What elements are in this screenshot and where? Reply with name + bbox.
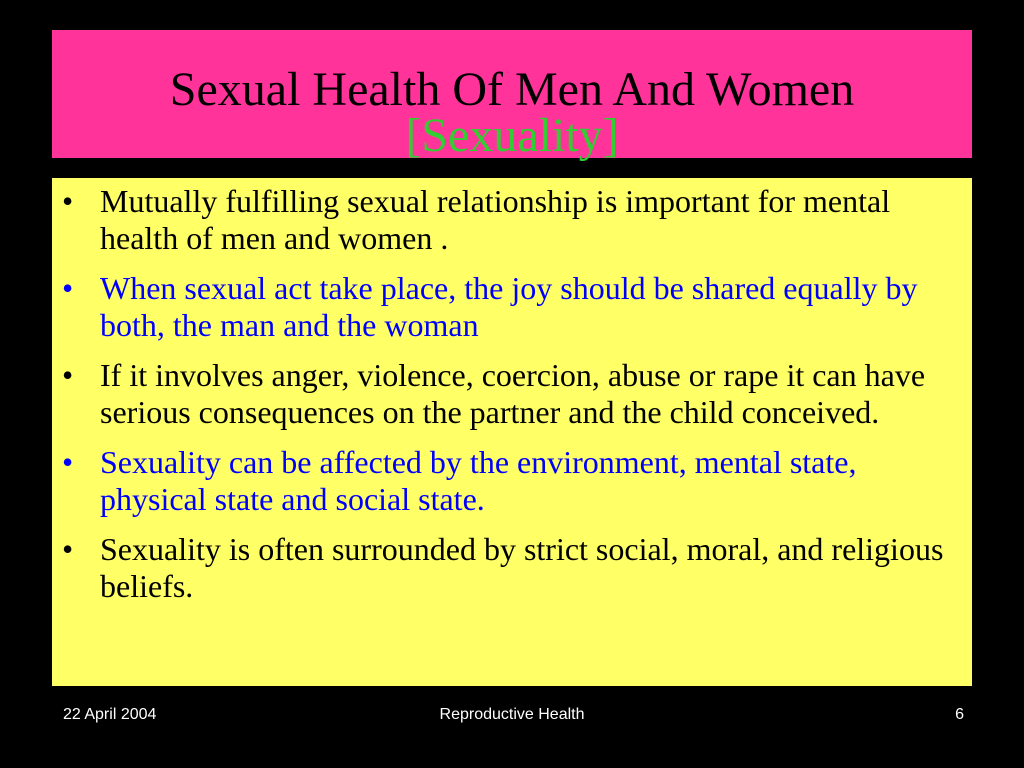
bullet-text: If it involves anger, violence, coercion, abuse or rape it can have serious consequences on the partner and the child conceived. [100, 357, 926, 430]
bullet-list [52, 183, 952, 618]
bullet-item-4 [52, 444, 952, 518]
bullet-dot: • [62, 183, 74, 219]
bullet-text: When sexual act take place, the joy should be shared equally by both, the man and the woman [100, 270, 918, 343]
footer-date: 22 April 2004 [63, 706, 157, 723]
bullet-item-3 [52, 357, 952, 431]
slide-number: 6 [955, 706, 964, 723]
slide-title: Sexual Health Of Men And Women [169, 63, 855, 116]
slide-subtitle: [Sexuality] [405, 109, 619, 162]
bullet-item-2 [52, 270, 952, 344]
bullet-text: Sexuality can be affected by the environment, mental state, physical state and social state. [100, 444, 857, 517]
bullet-text: Sexuality is often surrounded by strict social, moral, and religious beliefs. [100, 531, 944, 604]
content-box [52, 178, 972, 686]
bullet-dot: • [62, 270, 74, 306]
bullet-dot: • [62, 531, 74, 567]
bullet-dot: • [62, 357, 74, 393]
bullet-item-1 [52, 183, 952, 257]
title-box [52, 30, 972, 162]
bullet-dot: • [62, 444, 74, 480]
footer-title: Reproductive Health [439, 706, 585, 723]
bullet-text: Mutually fulfilling sexual relationship is important for mental health of men and women . [100, 183, 891, 256]
bullet-item-5 [52, 531, 952, 605]
